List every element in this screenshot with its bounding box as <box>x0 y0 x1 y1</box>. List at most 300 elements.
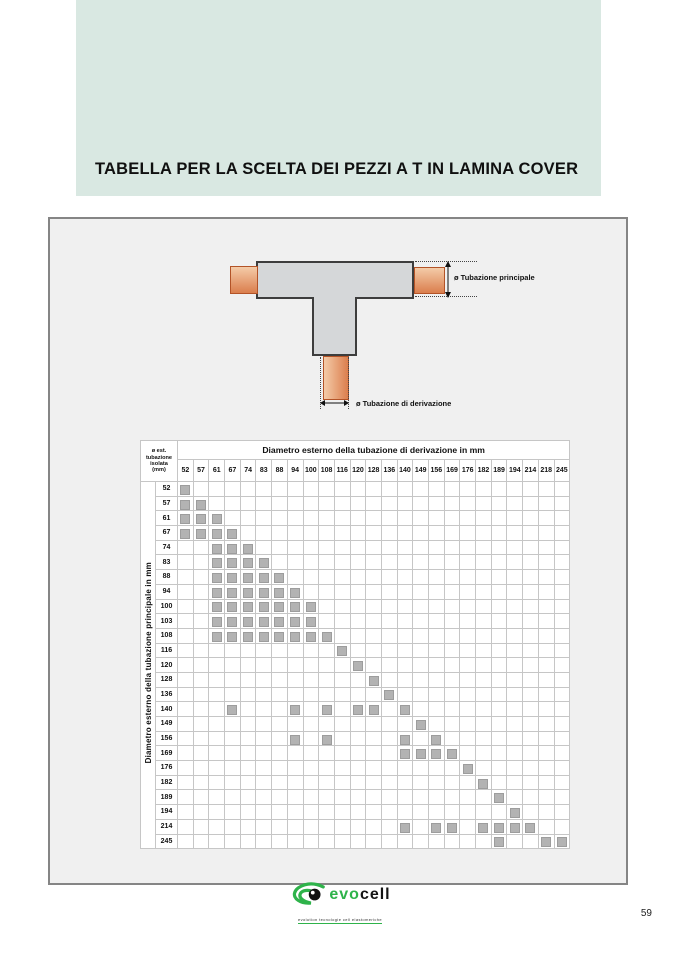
matrix-cell <box>476 805 492 820</box>
matrix-cell <box>538 717 554 732</box>
selection-square <box>243 544 253 554</box>
matrix-cell <box>413 834 429 849</box>
matrix-cell <box>554 526 570 541</box>
matrix-cell <box>209 672 225 687</box>
matrix-cell <box>381 687 397 702</box>
matrix-cell <box>413 761 429 776</box>
matrix-cell <box>319 819 335 834</box>
matrix-cell <box>287 717 303 732</box>
matrix-cell <box>319 658 335 673</box>
matrix-cell <box>476 599 492 614</box>
matrix-cell <box>523 511 539 526</box>
matrix-cell <box>444 805 460 820</box>
matrix-cell <box>209 614 225 629</box>
selection-square <box>212 544 222 554</box>
matrix-cell <box>209 584 225 599</box>
matrix-cell <box>366 775 382 790</box>
matrix-cell <box>178 775 194 790</box>
selection-square <box>416 749 426 759</box>
selection-square <box>227 602 237 612</box>
matrix-col-header: 128 <box>366 460 382 482</box>
matrix-cell <box>193 599 209 614</box>
matrix-cell <box>523 731 539 746</box>
selection-square <box>416 720 426 730</box>
matrix-cell <box>256 834 272 849</box>
matrix-cell <box>240 511 256 526</box>
selection-square <box>306 617 316 627</box>
matrix-cell <box>350 717 366 732</box>
matrix-cell <box>460 834 476 849</box>
matrix-cell <box>303 834 319 849</box>
matrix-row-header: 149 <box>156 717 178 732</box>
matrix-cell <box>538 614 554 629</box>
matrix-cell <box>538 526 554 541</box>
matrix-cell <box>178 805 194 820</box>
selection-square <box>290 705 300 715</box>
matrix-cell <box>225 761 241 776</box>
matrix-cell <box>178 540 194 555</box>
matrix-cell <box>538 628 554 643</box>
matrix-cell <box>413 819 429 834</box>
matrix-cell <box>225 584 241 599</box>
matrix-cell <box>350 482 366 497</box>
selection-square <box>196 514 206 524</box>
matrix-cell <box>523 658 539 673</box>
matrix-cell <box>476 834 492 849</box>
matrix-cell <box>444 570 460 585</box>
matrix-row-header: 189 <box>156 790 178 805</box>
matrix-row <box>141 555 570 570</box>
matrix-row <box>141 717 570 732</box>
matrix-cell <box>225 687 241 702</box>
matrix-cell <box>256 482 272 497</box>
matrix-cell <box>507 628 523 643</box>
matrix-cell <box>225 599 241 614</box>
matrix-cell <box>319 702 335 717</box>
matrix-cell <box>523 702 539 717</box>
matrix-cell <box>460 482 476 497</box>
matrix-cell <box>413 526 429 541</box>
matrix-cell <box>429 702 445 717</box>
matrix-cell <box>240 526 256 541</box>
matrix-cell <box>272 805 288 820</box>
selection-square <box>431 749 441 759</box>
matrix-cell <box>397 702 413 717</box>
matrix-col-header: 176 <box>460 460 476 482</box>
matrix-cell <box>193 672 209 687</box>
matrix-row-header: 136 <box>156 687 178 702</box>
matrix-cell <box>444 482 460 497</box>
matrix-cell <box>429 555 445 570</box>
matrix-cell <box>476 482 492 497</box>
matrix-row <box>141 599 570 614</box>
selection-square <box>290 617 300 627</box>
matrix-cell <box>225 482 241 497</box>
selection-square <box>243 573 253 583</box>
matrix-cell <box>397 687 413 702</box>
matrix-cell <box>178 482 194 497</box>
matrix-cell <box>319 526 335 541</box>
matrix-cell <box>397 599 413 614</box>
matrix-cell <box>397 584 413 599</box>
matrix-row-header: 156 <box>156 731 178 746</box>
selection-square <box>243 617 253 627</box>
matrix-cell <box>381 643 397 658</box>
matrix-cell <box>272 482 288 497</box>
matrix-cell <box>350 672 366 687</box>
selection-square <box>274 602 284 612</box>
matrix-cell <box>538 584 554 599</box>
selection-square <box>259 632 269 642</box>
matrix-cell <box>413 540 429 555</box>
matrix-row <box>141 819 570 834</box>
matrix-cell <box>397 834 413 849</box>
matrix-cell <box>491 672 507 687</box>
matrix-cell <box>193 643 209 658</box>
matrix-cell <box>366 717 382 732</box>
matrix-cell <box>334 496 350 511</box>
matrix-cell <box>178 790 194 805</box>
matrix-cell <box>507 790 523 805</box>
matrix-cell <box>476 584 492 599</box>
matrix-cell <box>178 819 194 834</box>
matrix-cell <box>209 790 225 805</box>
matrix-cell <box>538 731 554 746</box>
matrix-cell <box>334 658 350 673</box>
matrix-cell <box>491 511 507 526</box>
matrix-cell <box>460 628 476 643</box>
matrix-cell <box>225 834 241 849</box>
matrix-cell <box>397 731 413 746</box>
matrix-cell <box>413 643 429 658</box>
matrix-cell <box>507 614 523 629</box>
matrix-cell <box>256 761 272 776</box>
matrix-cell <box>193 746 209 761</box>
matrix-cell <box>397 790 413 805</box>
matrix-cell <box>366 819 382 834</box>
matrix-cell <box>287 614 303 629</box>
matrix-cell <box>303 717 319 732</box>
matrix-cell <box>523 805 539 820</box>
matrix-cell <box>523 717 539 732</box>
matrix-cell <box>193 614 209 629</box>
matrix-cell <box>334 628 350 643</box>
matrix-col-header: 88 <box>272 460 288 482</box>
matrix-cell <box>350 628 366 643</box>
matrix-cell <box>413 555 429 570</box>
matrix-cell <box>303 584 319 599</box>
matrix-cell <box>507 540 523 555</box>
matrix-cell <box>209 819 225 834</box>
matrix-row-header-title: Diametro esterno della tubazione principale in mm <box>141 482 156 849</box>
matrix-col-header: 194 <box>507 460 523 482</box>
matrix-cell <box>413 731 429 746</box>
matrix-cell <box>287 570 303 585</box>
selection-square <box>290 602 300 612</box>
selection-square <box>494 837 504 847</box>
matrix-col-header: 94 <box>287 460 303 482</box>
matrix-cell <box>523 570 539 585</box>
matrix-row <box>141 584 570 599</box>
matrix-cell <box>491 555 507 570</box>
selection-square <box>510 823 520 833</box>
matrix-cell <box>178 717 194 732</box>
matrix-cell <box>554 790 570 805</box>
matrix-cell <box>350 746 366 761</box>
matrix-cell <box>334 540 350 555</box>
selection-square <box>243 588 253 598</box>
matrix-cell <box>523 628 539 643</box>
matrix-cell <box>225 790 241 805</box>
matrix-cell <box>429 775 445 790</box>
matrix-cell <box>554 599 570 614</box>
matrix-cell <box>366 526 382 541</box>
matrix-cell <box>366 702 382 717</box>
matrix-cell <box>554 540 570 555</box>
matrix-cell <box>319 584 335 599</box>
matrix-cell <box>334 790 350 805</box>
matrix-cell <box>554 658 570 673</box>
matrix-cell <box>193 555 209 570</box>
matrix-cell <box>209 687 225 702</box>
matrix-cell <box>272 702 288 717</box>
matrix-cell <box>178 614 194 629</box>
matrix-cell <box>429 599 445 614</box>
matrix-cell <box>334 643 350 658</box>
matrix-col-header: 169 <box>444 460 460 482</box>
matrix-cell <box>272 570 288 585</box>
matrix-cell <box>444 599 460 614</box>
matrix-cell <box>429 761 445 776</box>
matrix-cell <box>287 775 303 790</box>
matrix-row-header: 116 <box>156 643 178 658</box>
selection-square <box>259 573 269 583</box>
matrix-cell <box>523 496 539 511</box>
matrix-col-header: 61 <box>209 460 225 482</box>
matrix-cell <box>366 672 382 687</box>
matrix-cell <box>366 599 382 614</box>
matrix-cell <box>319 687 335 702</box>
matrix-cell <box>538 555 554 570</box>
matrix-cell <box>460 775 476 790</box>
matrix-cell <box>397 775 413 790</box>
matrix-cell <box>319 540 335 555</box>
matrix-cell <box>476 790 492 805</box>
matrix-cell <box>256 775 272 790</box>
selection-square <box>353 661 363 671</box>
selection-square <box>478 779 488 789</box>
matrix-cell <box>319 775 335 790</box>
matrix-cell <box>193 540 209 555</box>
matrix-col-header: 67 <box>225 460 241 482</box>
matrix-cell <box>523 555 539 570</box>
matrix-cell <box>397 555 413 570</box>
matrix-cell <box>397 496 413 511</box>
matrix-cell <box>476 643 492 658</box>
matrix-cell <box>554 834 570 849</box>
matrix-cell <box>491 584 507 599</box>
matrix-cell <box>193 761 209 776</box>
matrix-cell <box>303 570 319 585</box>
matrix-cell <box>240 658 256 673</box>
selection-square <box>337 646 347 656</box>
selection-square <box>227 632 237 642</box>
selection-square <box>227 529 237 539</box>
matrix-cell <box>366 687 382 702</box>
matrix-row-header: 57 <box>156 496 178 511</box>
matrix-cell <box>366 496 382 511</box>
matrix-cell <box>256 717 272 732</box>
matrix-cell <box>303 614 319 629</box>
matrix-col-header: 74 <box>240 460 256 482</box>
matrix-cell <box>460 570 476 585</box>
matrix-cell <box>209 731 225 746</box>
matrix-cell <box>366 790 382 805</box>
matrix-cell <box>460 511 476 526</box>
matrix-cell <box>429 496 445 511</box>
selection-square <box>510 808 520 818</box>
matrix-cell <box>303 790 319 805</box>
selection-square <box>494 823 504 833</box>
matrix-cell <box>523 643 539 658</box>
matrix-cell <box>272 775 288 790</box>
matrix-cell <box>523 746 539 761</box>
matrix-cell <box>460 672 476 687</box>
selection-square <box>541 837 551 847</box>
matrix-cell <box>350 805 366 820</box>
matrix-cell <box>193 482 209 497</box>
matrix-cell <box>444 643 460 658</box>
matrix-cell <box>507 658 523 673</box>
matrix-cell <box>178 628 194 643</box>
matrix-col-header: 83 <box>256 460 272 482</box>
matrix-cell <box>381 746 397 761</box>
matrix-cell <box>178 526 194 541</box>
matrix-cell <box>225 819 241 834</box>
matrix-cell <box>523 482 539 497</box>
matrix-row <box>141 687 570 702</box>
matrix-cell <box>193 834 209 849</box>
matrix-cell <box>476 702 492 717</box>
matrix-cell <box>538 702 554 717</box>
matrix-row-header: 74 <box>156 540 178 555</box>
selection-square <box>259 617 269 627</box>
matrix-cell <box>523 599 539 614</box>
selection-square <box>369 676 379 686</box>
matrix-cell <box>429 526 445 541</box>
matrix-cell <box>507 775 523 790</box>
matrix-cell <box>287 643 303 658</box>
matrix-cell <box>554 819 570 834</box>
matrix-cell <box>381 496 397 511</box>
pipe-branch <box>323 356 349 400</box>
matrix-cell <box>397 746 413 761</box>
matrix-cell <box>460 584 476 599</box>
matrix-row <box>141 643 570 658</box>
selection-square <box>400 735 410 745</box>
matrix-cell <box>225 511 241 526</box>
matrix-row-header: 182 <box>156 775 178 790</box>
matrix-cell <box>225 805 241 820</box>
matrix-cell <box>476 570 492 585</box>
matrix-row <box>141 805 570 820</box>
matrix-row <box>141 790 570 805</box>
matrix-cell <box>538 687 554 702</box>
selection-square <box>212 588 222 598</box>
matrix-cell <box>350 584 366 599</box>
selection-square <box>400 823 410 833</box>
matrix-body <box>141 482 570 849</box>
matrix-col-header-title: Diametro esterno della tubazione di derivazione in mm <box>178 441 570 460</box>
matrix-cell <box>554 702 570 717</box>
matrix-cell <box>287 496 303 511</box>
matrix-cell <box>507 555 523 570</box>
matrix-cell <box>538 775 554 790</box>
matrix-cell <box>178 599 194 614</box>
matrix-cell <box>381 775 397 790</box>
matrix-cell <box>256 496 272 511</box>
matrix-cell <box>397 511 413 526</box>
matrix-cell <box>381 761 397 776</box>
matrix-cell <box>319 672 335 687</box>
matrix-cell <box>319 761 335 776</box>
matrix-cell <box>491 717 507 732</box>
matrix-col-header: 189 <box>491 460 507 482</box>
matrix-cell <box>303 687 319 702</box>
matrix-cell <box>178 731 194 746</box>
matrix-cell <box>523 790 539 805</box>
matrix-cell <box>397 482 413 497</box>
selection-square <box>243 602 253 612</box>
matrix-cell <box>319 643 335 658</box>
matrix-cell <box>476 746 492 761</box>
matrix-cell <box>287 526 303 541</box>
matrix-cell <box>287 482 303 497</box>
matrix-cell <box>538 834 554 849</box>
matrix-cell <box>491 643 507 658</box>
matrix-cell <box>303 643 319 658</box>
matrix-cell <box>350 819 366 834</box>
matrix-cell <box>319 717 335 732</box>
matrix-row-header: 100 <box>156 599 178 614</box>
matrix-cell <box>523 687 539 702</box>
matrix-cell <box>429 584 445 599</box>
matrix-cell <box>381 702 397 717</box>
matrix-col-header: 218 <box>538 460 554 482</box>
matrix-cell <box>350 834 366 849</box>
matrix-row <box>141 672 570 687</box>
matrix-cell <box>429 746 445 761</box>
matrix-cell <box>209 834 225 849</box>
matrix-row <box>141 702 570 717</box>
matrix-cell <box>178 746 194 761</box>
matrix-row-header: 128 <box>156 672 178 687</box>
matrix-cell <box>413 687 429 702</box>
matrix-row-header: 103 <box>156 614 178 629</box>
matrix-cell <box>209 702 225 717</box>
selection-square <box>196 500 206 510</box>
matrix-col-header: 245 <box>554 460 570 482</box>
matrix-cell <box>460 790 476 805</box>
matrix-cell <box>507 482 523 497</box>
matrix-cell <box>225 746 241 761</box>
matrix-cell <box>413 511 429 526</box>
matrix-cell <box>256 672 272 687</box>
selection-square <box>431 735 441 745</box>
matrix-cell <box>444 526 460 541</box>
matrix-cell <box>256 555 272 570</box>
matrix-cell <box>444 584 460 599</box>
